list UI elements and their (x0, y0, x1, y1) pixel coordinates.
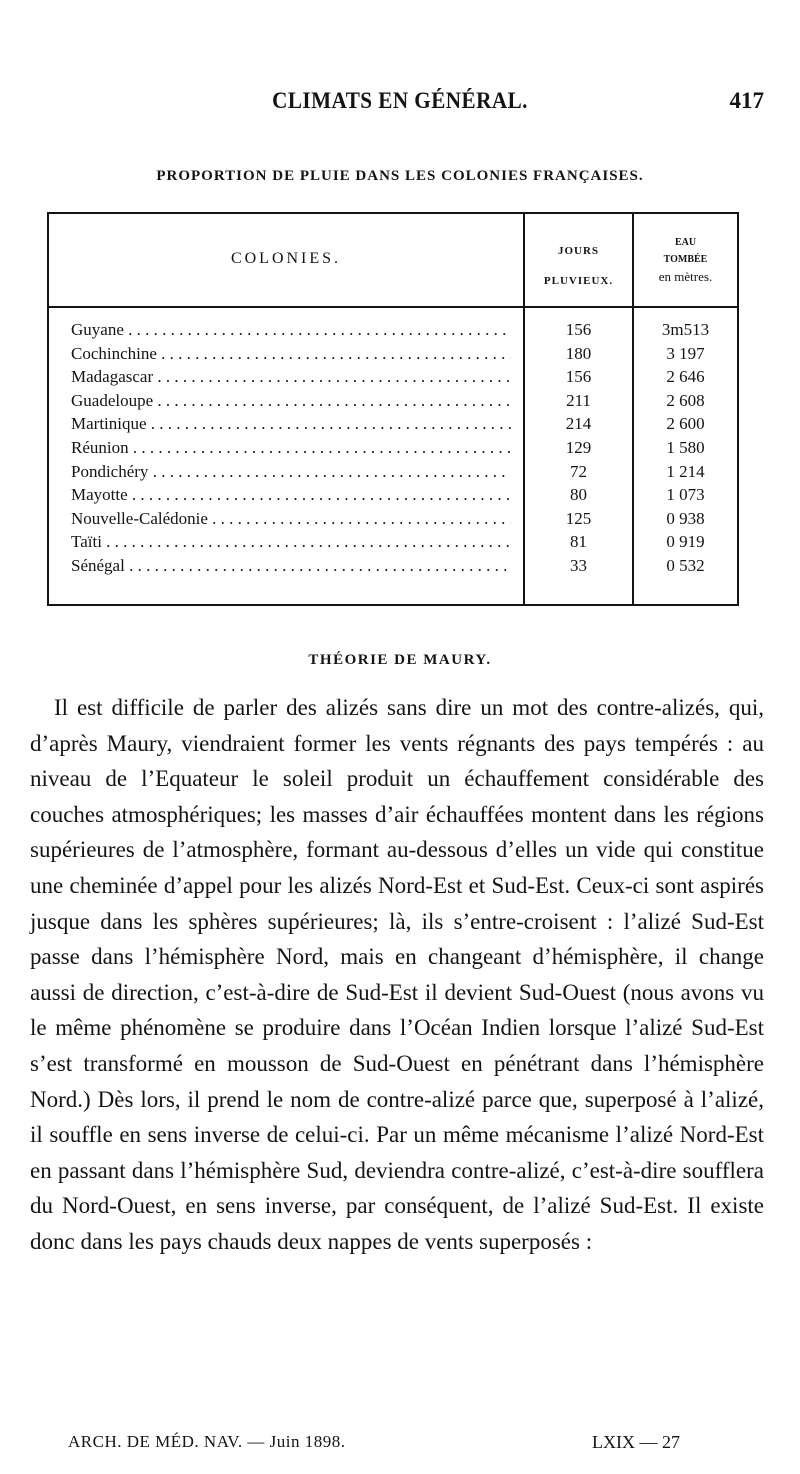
page-footer (0, 1432, 800, 1460)
running-title: CLIMATS EN GÉNÉRAL. (272, 88, 528, 113)
rainfall-value: 1 214 (666, 461, 705, 481)
table-row (49, 460, 737, 484)
table-row (49, 483, 737, 507)
rainy-days-value: 33 (570, 555, 587, 575)
rainfall-value: 3m513 (661, 320, 710, 339)
rainfall-value: 1 580 (666, 437, 705, 457)
rainfall-value: 0 919 (666, 532, 705, 552)
column-header-rainfall (634, 234, 737, 285)
header-rule (49, 306, 737, 308)
rainfall-value: 2 600 (666, 414, 705, 434)
column-header-rainy-days (525, 236, 632, 296)
column-header-rainy-days-line2: PLUVIEUX. (543, 275, 614, 287)
rainy-days-value: 214 (565, 414, 592, 434)
rainy-days-value: 180 (565, 343, 592, 363)
table-row (49, 554, 737, 578)
colony-name: Réunion . . . (71, 436, 511, 460)
column-header-colonies: COLONIES. (230, 250, 342, 267)
rainy-days-value: 211 (566, 390, 591, 410)
column-header-rainfall-line3: en mètres. (658, 269, 713, 284)
table-row (49, 507, 737, 531)
colony-name: Madagascar . . . (71, 365, 511, 389)
rainy-days-value: 125 (565, 508, 592, 528)
table-row (49, 318, 737, 342)
page-number: 417 (729, 88, 764, 113)
column-header-rainfall-line2: TOMBÉE (663, 254, 708, 265)
rainy-days-value: 129 (565, 437, 592, 457)
column-header-rainy-days-line1: JOURS (557, 245, 600, 257)
colony-name: Martinique . . . (71, 412, 511, 436)
rainy-days-value: 80 (570, 485, 587, 505)
page-header (0, 88, 800, 120)
body-paragraph: Il est difficile de parler des alizés sans dire un mot des contre-alizés, qui, d’après Maury, viendraient former les vents régnants des pays tempérés : au niveau de l’Equateur le soleil produit un échauffement considérable des couches atmosphériques; les masses d’air échauffées montent dans les régions supérieures de l’atmosphère, formant au-dessous d’elles un vide qui constitue une cheminée d’appel pour les alizés Nord-Est et Sud-Est. Ceux-ci sont aspirés jusque dans les sphères supérieures; là, ils s’entre-croisent : l’alizé Sud-Est passe dans l’hémisphère Nord, mais en changeant d’hémisphère, il change aussi de direction, c’est-à-dire de Sud-Est il devient Sud-Ouest (nous avons vu le même phénomène se produire dans l’Océan Indien lorsque l’alizé Sud-Est s’est transformé en mousson de Sud-Ouest en pénétrant dans l’hémisphère Nord.) Dès lors, il prend le nom de contre-alizé parce que, superposé à l’alizé, il souffle en sens inverse de celui-ci. Par un même mécanisme l’alizé Nord-Est en passant dans l’hémisphère Sud, deviendra contre-alizé, c’est-à-dire soufflera du Nord-Ouest, en sens inverse, par conséquent, de l’alizé Sud-Est. Il existe donc dans les pays chauds deux nappes de vents superposés : (30, 695, 764, 1254)
colony-name: Sénégal . . . (71, 554, 511, 578)
rainy-days-value: 72 (570, 461, 587, 481)
colony-name: Nouvelle-Calédonie . . . (71, 507, 511, 531)
rainy-days-value: 81 (570, 532, 587, 552)
table-row (49, 365, 737, 389)
rainfall-value: 1 073 (666, 485, 705, 505)
colony-name: Taïti . . . (71, 530, 511, 554)
table-row (49, 342, 737, 366)
rainfall-value: 3 197 (666, 343, 705, 363)
rainy-days-value: 156 (565, 320, 592, 339)
rainfall-value: 2 608 (666, 390, 705, 410)
footer-signature-mark: LXIX — 27 (592, 1432, 680, 1452)
colony-name: Pondichéry . . . (71, 460, 511, 484)
table-row (49, 530, 737, 554)
footer-journal-citation: ARCH. DE MÉD. NAV. — Juin 1898. (68, 1432, 346, 1451)
colony-name: Mayotte . . . (71, 483, 511, 507)
section-title: THÉORIE DE MAURY. (308, 652, 492, 668)
rainfall-value: 2 646 (666, 367, 705, 387)
rainfall-table (47, 212, 739, 606)
rainy-days-value: 156 (565, 367, 592, 387)
column-header-rainfall-line1: EAU (674, 237, 697, 248)
table-row (49, 412, 737, 436)
table-body (49, 318, 737, 578)
table-row (49, 389, 737, 413)
colony-name: Guadeloupe . . . (71, 389, 511, 413)
colony-name: Guyane . . . (71, 318, 511, 342)
rainfall-value: 0 938 (666, 508, 705, 528)
table-row (49, 436, 737, 460)
table-title: PROPORTION DE PLUIE DANS LES COLONIES FRANÇAISES. (156, 168, 644, 184)
rainfall-value: 0 532 (666, 555, 705, 575)
colony-name: Cochinchine . . . (71, 342, 511, 366)
